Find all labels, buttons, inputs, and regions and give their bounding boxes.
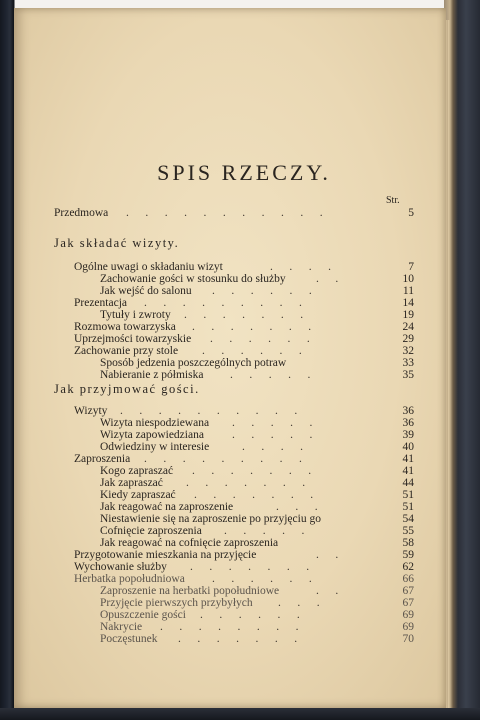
toc-entry-label: Przygotowanie mieszkania na przyjęcie xyxy=(74,549,257,561)
toc-entry-label: Wychowanie służby xyxy=(74,561,167,573)
toc-entry-label: Przedmowa xyxy=(54,207,109,219)
toc-entry-page: 69 xyxy=(402,621,414,633)
table-of-contents xyxy=(14,8,446,708)
leader-dots: . . . . . . . xyxy=(192,465,313,477)
toc-entry-label: Jak reagować na zaproszenie xyxy=(100,501,234,513)
toc-entry-page: 7 xyxy=(408,261,414,273)
leader-dots: . . . . . xyxy=(224,525,306,537)
leader-dots: . . . . . xyxy=(232,417,314,429)
toc-entry-label: Kogo zapraszać xyxy=(100,465,174,477)
toc-entry-page: 67 xyxy=(402,585,414,597)
toc-entry-page: 36 xyxy=(402,417,414,429)
toc-entry-page: 36 xyxy=(402,405,414,417)
toc-entry-page: 66 xyxy=(402,573,414,585)
toc-entry-page: 5 xyxy=(408,207,414,219)
leader-dots: . . . . xyxy=(270,261,332,273)
toc-entry-page: 59 xyxy=(402,549,414,561)
toc-entry-page: 33 xyxy=(402,357,414,369)
toc-entry-label: Cofnięcie zaproszenia xyxy=(100,525,202,537)
leader-dots: . . . . . . xyxy=(212,285,313,297)
leader-dots: . . xyxy=(316,549,340,561)
toc-entry-label: Rozmowa towarzyska xyxy=(74,321,176,333)
toc-entry-label: Uprzejmości towarzyskie xyxy=(74,333,192,345)
toc-entry-preface xyxy=(14,206,446,220)
toc-entry xyxy=(14,368,446,382)
leader-dots: . . . . . xyxy=(230,369,312,381)
leader-dots: . . . . . . . xyxy=(192,321,313,333)
toc-entry-label: Nakrycie xyxy=(100,621,143,633)
toc-entry-label: Zachowanie gości w stosunku do służby xyxy=(100,273,286,285)
toc-entry-page: 62 xyxy=(402,561,414,573)
toc-entry-label: Ogólne uwagi o składaniu wizyt xyxy=(74,261,223,273)
leader-dots: . . . . . xyxy=(232,429,314,441)
toc-entry-page: 54 xyxy=(402,513,414,525)
leader-dots: . . . . . . . . . . . xyxy=(126,207,324,219)
toc-entry-label: Zaproszenia xyxy=(74,453,131,465)
toc-entry-label: Herbatka popołudniowa xyxy=(74,573,185,585)
leader-dots: . . . . . . . xyxy=(194,489,315,501)
page-column-label: Str. xyxy=(386,195,400,206)
toc-entry-page: 10 xyxy=(402,273,414,285)
page-title: SPIS RZECZY. xyxy=(157,160,331,185)
leader-dots: . . . . . . . xyxy=(184,309,305,321)
toc-entry-page: 58 xyxy=(402,537,414,549)
toc-entry-label: Niestawienie się na zaproszenie po przyjęciu go xyxy=(100,513,321,525)
section-heading: Jak składać wizyty. xyxy=(54,236,180,250)
toc-entry-label: Jak reagować na cofnięcie zaproszenia xyxy=(100,537,279,549)
toc-entry-page: 39 xyxy=(402,429,414,441)
leader-dots: . . xyxy=(316,273,340,285)
toc-entry xyxy=(14,632,446,646)
leader-dots: . . . . . . . xyxy=(190,561,311,573)
toc-entry-page: 51 xyxy=(402,501,414,513)
toc-entry-page: 14 xyxy=(402,297,414,309)
toc-entry-page: 19 xyxy=(402,309,414,321)
toc-entry-page: 24 xyxy=(402,321,414,333)
leader-dots: . . . . . . . . . xyxy=(144,453,303,465)
toc-entry-label: Zaproszenie na herbatki popołudniowe xyxy=(100,585,280,597)
leader-dots: . . . . . . . . xyxy=(160,621,300,633)
toc-entry-label: Jak zapraszać xyxy=(100,477,163,489)
leader-dots: . . . . . . xyxy=(200,609,301,621)
toc-entry-page: 11 xyxy=(402,285,414,297)
toc-entry-page: 40 xyxy=(402,441,414,453)
toc-entry-page: 29 xyxy=(402,333,414,345)
toc-entry-label: Poczęstunek xyxy=(100,633,158,645)
leader-dots: . . . . . . . . . xyxy=(144,297,303,309)
leader-dots: . . . . . . . xyxy=(178,633,299,645)
leader-dots: . . . . xyxy=(242,441,304,453)
leader-dots: . . . . . . . . . . xyxy=(120,405,299,417)
toc-entry-page: 69 xyxy=(402,609,414,621)
toc-entry-page: 70 xyxy=(402,633,414,645)
toc-entry-label: Opuszczenie gości xyxy=(100,609,186,621)
toc-entry-page: 51 xyxy=(402,489,414,501)
toc-entry-label: Zachowanie przy stole xyxy=(74,345,179,357)
toc-entry-page: 35 xyxy=(402,369,414,381)
toc-entry-page: 41 xyxy=(402,465,414,477)
book-bottom-edge xyxy=(0,708,480,720)
leader-dots: . . . . . . xyxy=(212,573,313,585)
leader-dots: . . . xyxy=(276,501,319,513)
toc-entry-page: 67 xyxy=(402,597,414,609)
toc-entry-label: Odwiedziny w interesie xyxy=(100,441,210,453)
toc-entry-label: Wizyta niespodziewana xyxy=(100,417,210,429)
toc-entry-label: Kiedy zapraszać xyxy=(100,489,176,501)
toc-entry-label: Prezentacja xyxy=(74,297,127,309)
toc-entry-page: 32 xyxy=(402,345,414,357)
leader-dots: . . . xyxy=(278,597,321,609)
toc-entry-label: Nabieranie z półmiska xyxy=(100,369,204,381)
toc-entry-label: Wizyty xyxy=(74,405,108,417)
leader-dots: . . . . . . xyxy=(210,333,311,345)
toc-entry-page: 55 xyxy=(402,525,414,537)
toc-entry-label: Przyjęcie pierwszych przybyłych xyxy=(100,597,253,609)
book-page xyxy=(14,8,446,708)
section-heading: Jak przyjmować gości. xyxy=(54,382,200,396)
leader-dots: . . . . . . xyxy=(202,345,303,357)
toc-entry-label: Tytuły i zwroty xyxy=(100,309,171,321)
leader-dots: . . xyxy=(316,585,340,597)
toc-entry-label: Jak wejść do salonu xyxy=(100,285,192,297)
leader-dots: . . . . . . . xyxy=(186,477,307,489)
toc-entry-page: 41 xyxy=(402,453,414,465)
toc-entry-label: Sposób jedzenia poszczególnych potraw xyxy=(100,357,287,369)
toc-entry-label: Wizyta zapowiedziana xyxy=(100,429,204,441)
toc-entry-page: 44 xyxy=(402,477,414,489)
